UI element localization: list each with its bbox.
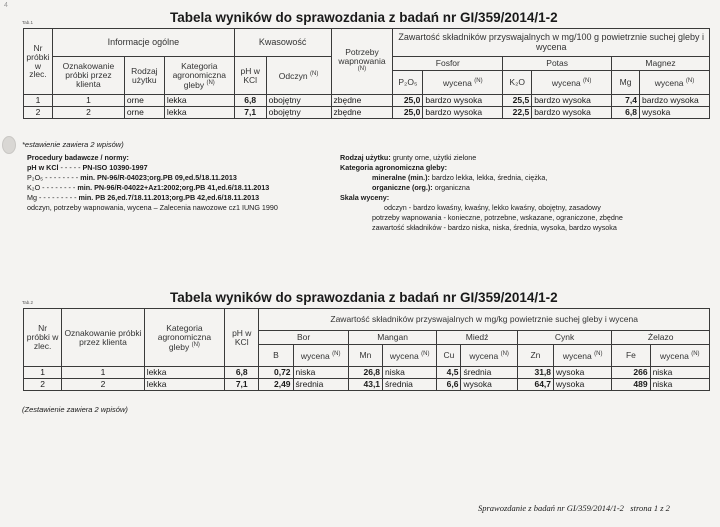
th-zelazo: Żelazo [612,331,710,345]
table1-note: *estawienie zawiera 2 wpisów) [22,140,124,149]
cell-nr: 2 [24,107,53,119]
table-row [24,107,710,119]
punch-hole [2,136,16,154]
legend-kategoria-label: Kategoria agronomiczna gleby: [340,163,448,172]
legend-skala-line: odczyn - bardzo kwaśny, kwaśny, lekko kwaśny, obojętny, zasadowy [384,203,601,212]
legend-block [340,153,623,233]
th-wycena-zn-label: wycena [562,350,592,361]
th-wycena-p-label: wycena [443,77,472,88]
th-wycena-cu-sup: (N) [500,350,509,357]
th-odczyn-label: Odczyn [278,70,308,81]
th-ph: pH w KCl [225,309,259,367]
cell-b-wycena: niska [293,367,348,379]
th-fosfor: Fosfor [393,57,503,71]
table2-title: Tabela wyników do sprawozdania z badań nr GI/359/2014/1-2 [170,290,558,305]
th-kategoria-label: Kategoria agronomiczna gleby [157,322,212,352]
th-nr: Nr próbki w zlec. [24,309,62,367]
cell-potrzeby: zbędne [331,107,393,119]
th-bor: Bor [259,331,349,345]
th-info: Informacje ogólne [52,29,234,57]
cell-k2o: 22,5 [503,107,532,119]
th-kategoria [144,309,224,367]
th-cynk: Cynk [517,331,612,345]
procedures-heading: Procedury badawcze / normy: [27,153,129,162]
cell-kategoria: lekka [164,107,234,119]
th-cu: Cu [437,345,461,367]
th-wycena-k-label: wycena [551,77,581,88]
cell-mg-wycena: bardzo wysoka [639,95,709,107]
cell-nr: 1 [24,367,62,379]
legend-organiczne-value: organiczna [434,183,470,192]
th-zawartosc: Zawartość składników przyswajalnych w mg/100 g powietrznie suchej gleby i wycena [393,29,710,57]
th-wycena-fe [650,345,709,367]
th-p2o5: P₂O₅ [393,71,423,95]
procedure-value: min. PN-96/R-04023;org.PB 09,ed.5/18.11.2013 [80,173,237,182]
procedure-line [27,173,278,183]
procedure-label: Mg [27,193,37,202]
procedure-dashes: - - - - - [58,163,83,172]
cell-mn-wycena: średnia [383,379,437,391]
th-wycena-mg [639,71,709,95]
table1-title: Tabela wyników do sprawozdania z badań nr GI/359/2014/1-2 [170,10,558,25]
cell-cu: 4,5 [437,367,461,379]
th-wycena-b [293,345,348,367]
th-kategoria-sup: (N) [206,79,215,86]
th-wycena-fe-sup: (N) [691,350,700,357]
cell-oznaczenie: 1 [52,95,124,107]
cell-ph: 7,1 [225,379,259,391]
th-oznaczenie: Oznakowanie próbki przez klienta [62,309,144,367]
table-row [24,367,710,379]
legend-mineralne-value: bardzo lekka, lekka, średnia, ciężka, [431,173,548,182]
procedure-label: K₂O [27,183,41,192]
th-wycena-k-sup: (N) [583,77,592,84]
legend-skala-line: zawartość składników - bardzo niska, niska, średnia, wysoka, bardzo wysoka [372,223,617,232]
cell-kategoria: lekka [144,379,224,391]
th-wycena-mn-sup: (N) [421,350,430,357]
page-footer: Sprawozdanie z badań nr GI/359/2014/1-2 strona 1 z 2 [478,503,670,513]
th-wycena-zn [554,345,612,367]
th-wycena-mn [383,345,437,367]
th-wycena-k [532,71,612,95]
th-wycena-b-sup: (N) [332,350,341,357]
cell-mn-wycena: niska [383,367,437,379]
th-wycena-mg-label: wycena [654,77,684,88]
cell-cu-wycena: średnia [461,367,517,379]
procedure-dashes: - - - - - - - - [40,183,78,192]
legend-organiczne-label: organiczne (org.): [372,183,433,192]
cell-k2o-wycena: bardzo wysoka [532,107,612,119]
cell-ph: 6,8 [225,367,259,379]
procedure-value: min. PB 26,ed.7/18.11.2013;org.PB 42,ed.6/18.11.2013 [78,193,260,202]
cell-potrzeby: zbędne [331,95,393,107]
procedure-value: PN-ISO 10390-1997 [82,163,148,172]
procedure-line [27,163,278,173]
cell-ph: 6,8 [234,95,266,107]
cell-fe: 266 [612,367,650,379]
th-wycena-b-label: wycena [300,350,330,361]
legend-rodzaj-label: Rodzaj użytku: [340,153,391,162]
table-row [24,379,710,391]
th-kwasowosc: Kwasowość [234,29,331,57]
th-potas: Potas [503,57,612,71]
cell-cu: 6,6 [437,379,461,391]
th-rodzaj: Rodzaj użytku [124,57,164,95]
th-odczyn-sup: (N) [310,70,319,77]
legend-mineralne-label: mineralne (min.): [372,173,430,182]
th-kategoria-sup: (N) [191,341,200,348]
th-odczyn [266,57,331,95]
cell-k2o-wycena: bardzo wysoka [532,95,612,107]
th-potrzeby-label: Potrzeby wapnowania [338,46,386,66]
th-wycena-mg-sup: (N) [685,77,695,84]
cell-mn: 26,8 [348,367,382,379]
cell-oznaczenie: 2 [52,107,124,119]
procedure-line [27,193,278,203]
th-zn: Zn [517,345,553,367]
corner-mark: 4 [4,2,8,9]
cell-rodzaj: orne [124,95,164,107]
th-b: B [259,345,293,367]
table1 [23,28,710,119]
cell-zn-wycena: wysoka [554,379,612,391]
table2-note: (Zestawienie zawiera 2 wpisów) [22,405,128,414]
legend-skala-line: potrzeby wapnowania - konieczne, potrzebne, wskazane, ograniczone, zbędne [372,213,623,222]
cell-p2o5-wycena: bardzo wysoka [423,107,503,119]
th-mg: Mg [612,71,640,95]
cell-cu-wycena: wysoka [461,379,517,391]
cell-zn: 64,7 [517,379,553,391]
th-zawartosc: Zawartość składników przyswajalnych w mg/kg powietrznie suchej gleby i wycena [259,309,710,331]
cell-odczyn: obojętny [266,95,331,107]
th-mn: Mn [348,345,382,367]
th-oznaczenie: Oznakowanie próbki przez klienta [52,57,124,95]
th-fe: Fe [612,345,650,367]
procedure-label: pH w KCl [27,163,59,172]
table1-tag: Tab.1 [22,20,34,25]
procedure-value: min. PN-96/R-04022+Az1:2002;org.PB 41,ed.6/18.11.2013 [77,183,270,192]
th-wycena-p-sup: (N) [474,77,483,84]
cell-mg: 6,8 [612,107,640,119]
cell-b-wycena: średnia [293,379,348,391]
th-wycena-p [423,71,503,95]
cell-nr: 2 [24,379,62,391]
procedure-label: P₂O₅ [27,173,44,182]
th-kategoria-label: Kategoria agronomiczna gleby [172,60,226,90]
cell-p2o5: 25,0 [393,107,423,119]
th-potrzeby [331,29,393,95]
legend-skala-label: Skala wyceny: [340,193,390,202]
table2-tag: Tab.2 [22,300,34,305]
cell-mg: 7,4 [612,95,640,107]
th-kategoria [164,57,234,95]
cell-mn: 43,1 [348,379,382,391]
cell-oznaczenie: 2 [62,379,144,391]
table-row [24,95,710,107]
cell-zn: 31,8 [517,367,553,379]
cell-b: 2,49 [259,379,293,391]
cell-kategoria: lekka [144,367,224,379]
th-wycena-cu-label: wycena [469,350,499,361]
cell-mg-wycena: wysoka [639,107,709,119]
cell-fe-wycena: niska [650,379,709,391]
th-ph: pH w KCl [234,57,266,95]
cell-b: 0,72 [259,367,293,379]
th-nr: Nr próbki w zlec. [24,29,53,95]
procedure-line [27,183,278,193]
cell-zn-wycena: wysoka [554,367,612,379]
th-k2o: K₂O [503,71,532,95]
table2 [23,308,710,391]
cell-fe: 489 [612,379,650,391]
th-miedz: Miedź [437,331,517,345]
th-wycena-fe-label: wycena [660,350,689,361]
cell-oznaczenie: 1 [62,367,144,379]
th-wycena-cu [461,345,517,367]
th-mangan: Mangan [348,331,437,345]
th-magnez: Magnez [612,57,710,71]
legend-rodzaj-value: grunty orne, użytki zielone [392,153,477,162]
cell-rodzaj: orne [124,107,164,119]
procedure-dashes: - - - - - - - - - [37,193,79,202]
cell-p2o5: 25,0 [393,95,423,107]
cell-kategoria: lekka [164,95,234,107]
procedures-block [27,153,278,213]
cell-odczyn: obojętny [266,107,331,119]
th-wycena-zn-sup: (N) [594,350,603,357]
procedure-last: odczyn, potrzeby wapnowania, wycena – Zalecenia nawozowe cz1 IUNG 1990 [27,203,278,212]
cell-nr: 1 [24,95,53,107]
th-potrzeby-sup: (N) [357,65,367,72]
cell-ph: 7,1 [234,107,266,119]
procedure-dashes: - - - - - - - - [43,173,81,182]
cell-k2o: 25,5 [503,95,532,107]
th-wycena-mn-label: wycena [389,350,419,361]
cell-fe-wycena: niska [650,367,709,379]
cell-p2o5-wycena: bardzo wysoka [423,95,503,107]
